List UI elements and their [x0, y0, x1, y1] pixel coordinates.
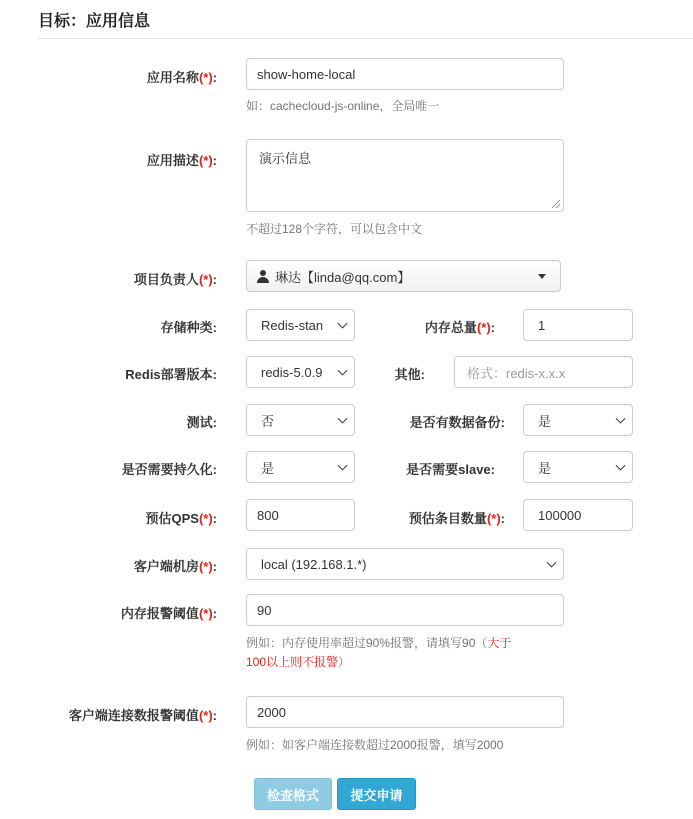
- slave-label: 是否需要slave:: [406, 462, 495, 477]
- qps-input[interactable]: 800: [246, 499, 355, 531]
- title-divider: [38, 38, 693, 39]
- owner-label: 项目负责人(*):: [133, 272, 217, 287]
- memory-total-label: 内存总量(*):: [424, 320, 495, 335]
- app-name-label: 应用名称(*):: [146, 70, 217, 85]
- conn-alert-help: 例如：如客户端连接数超过2000报警，填写2000: [246, 738, 504, 752]
- redis-version-label: Redis部署版本:: [125, 367, 217, 382]
- chevron-down-icon: [616, 461, 626, 471]
- other-input[interactable]: 格式：redis-x.x.x: [454, 356, 633, 388]
- app-desc-help: 不超过128个字符，可以包含中文: [246, 222, 423, 236]
- persist-label: 是否需要持久化:: [121, 462, 217, 477]
- resize-grip-icon[interactable]: [552, 200, 560, 208]
- submit-button[interactable]: 提交申请: [337, 778, 416, 810]
- mem-alert-help: 例如：内存使用率超过90%报警，请填写90（大于 100以上则不报警）: [246, 636, 512, 669]
- chevron-down-icon: [547, 558, 557, 568]
- app-desc-textarea[interactable]: 演示信息: [246, 139, 564, 212]
- slave-select[interactable]: 是: [523, 451, 633, 483]
- owner-value: 琳达【linda@qq.com】: [275, 269, 411, 285]
- conn-alert-input[interactable]: 2000: [246, 696, 564, 728]
- mem-alert-label: 内存报警阈值(*):: [120, 606, 217, 621]
- other-label: 其他:: [394, 367, 425, 382]
- chevron-down-icon: [338, 319, 348, 329]
- user-icon: [257, 270, 269, 283]
- client-room-select[interactable]: local (192.168.1.*): [246, 548, 564, 580]
- test-select[interactable]: 否: [246, 404, 355, 436]
- persist-select[interactable]: 是: [246, 451, 355, 483]
- storage-type-label: 存储种类:: [160, 320, 217, 335]
- conn-alert-label: 客户端连接数报警阈值(*):: [68, 708, 217, 723]
- mem-alert-input[interactable]: 90: [246, 594, 564, 626]
- entries-input[interactable]: 100000: [523, 499, 633, 531]
- storage-type-select[interactable]: Redis-stan: [246, 309, 355, 341]
- entries-label: 预估条目数量(*):: [408, 511, 505, 526]
- app-desc-label: 应用描述(*):: [146, 153, 217, 168]
- app-name-help: 如：cachecloud-js-online，全局唯一: [246, 99, 440, 113]
- caret-down-icon: [538, 274, 546, 279]
- memory-total-input[interactable]: 1: [523, 309, 633, 341]
- backup-select[interactable]: 是: [523, 404, 633, 436]
- qps-label: 预估QPS(*):: [145, 511, 217, 526]
- chevron-down-icon: [616, 414, 626, 424]
- backup-label: 是否有数据备份:: [409, 415, 505, 430]
- chevron-down-icon: [338, 366, 348, 376]
- page-title: 目标：应用信息: [38, 13, 151, 30]
- client-room-label: 客户端机房(*):: [133, 559, 217, 574]
- owner-dropdown[interactable]: [246, 260, 561, 292]
- redis-version-select[interactable]: redis-5.0.9: [246, 356, 355, 388]
- test-label: 测试:: [186, 415, 217, 430]
- chevron-down-icon: [338, 414, 348, 424]
- chevron-down-icon: [338, 461, 348, 471]
- check-format-button[interactable]: 检查格式: [254, 778, 332, 810]
- app-name-input[interactable]: show-home-local: [246, 58, 564, 90]
